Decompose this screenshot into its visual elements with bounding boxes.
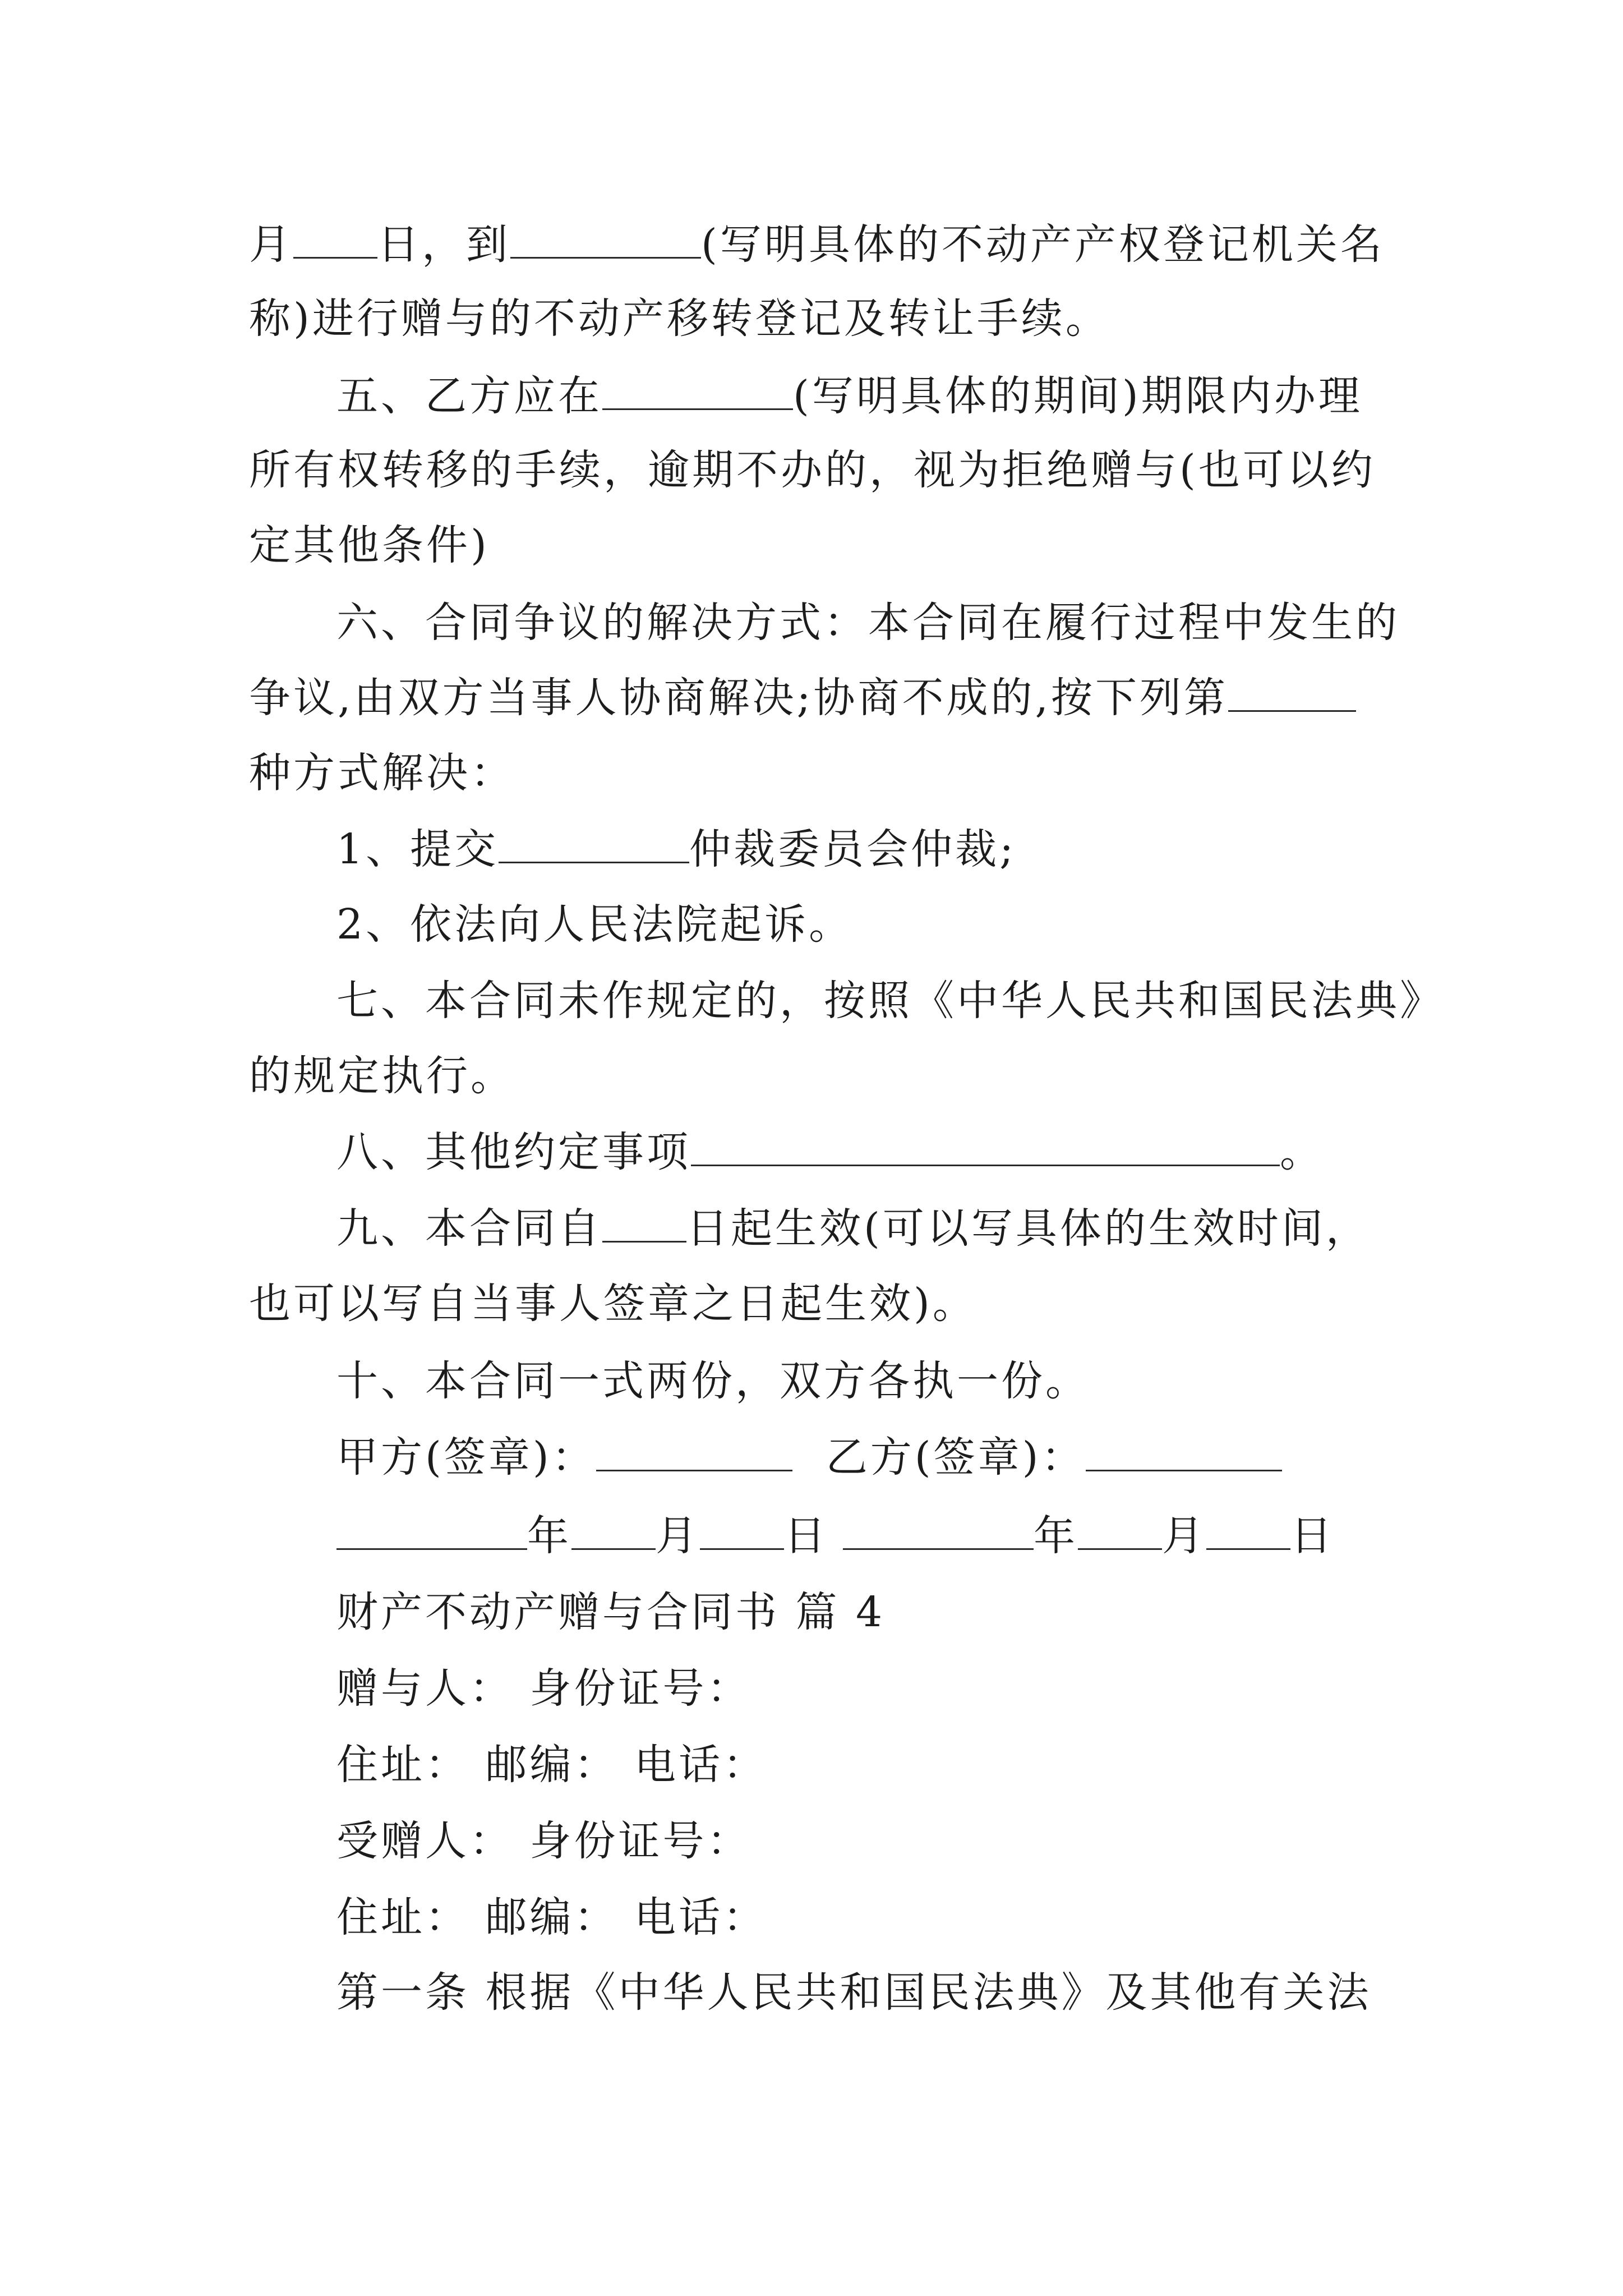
clause-9-line-2: 也可以写自当事人签章之日起生效)。	[249, 1280, 977, 1328]
year-label: 年	[527, 1512, 571, 1560]
fill-blank	[336, 1512, 527, 1550]
text-segment: 争议,由双方当事人协商解决;协商不成的,按下列第	[249, 674, 1228, 722]
fill-blank	[1228, 674, 1356, 712]
day-label: 日	[1290, 1512, 1335, 1560]
party-b-signature-label: 乙方(签章)：	[826, 1433, 1086, 1481]
clause-9-line-1	[336, 1202, 1370, 1255]
text-segment: (写明具体的期间)期限内办理	[793, 372, 1363, 420]
text-segment: 仲裁委员会仲裁;	[689, 825, 1017, 873]
fill-blank	[1078, 1512, 1162, 1550]
donor-address-line: 住址： 邮编： 电话：	[336, 1741, 768, 1789]
donor-line: 赠与人： 身份证号：	[336, 1664, 751, 1713]
donee-line: 受赠人： 身份证号：	[336, 1817, 751, 1865]
day-label: 日	[784, 1512, 828, 1560]
party-a-signature-label: 甲方(签章)：	[336, 1433, 596, 1481]
clause-6-line-1: 六、合同争议的解决方式：本合同在履行过程中发生的	[336, 599, 1400, 647]
clause-6-line-2	[249, 671, 1356, 725]
clause-5-line-3: 定其他条件)	[249, 521, 490, 569]
text-segment: 八、其他约定事项	[336, 1128, 691, 1176]
clause-6-option-2: 2、依法向人民法院起诉。	[336, 900, 854, 949]
fill-blank	[510, 221, 701, 259]
text-segment: (写明具体的不动产产权登记机关名	[701, 220, 1385, 269]
clause-6-option-1	[336, 822, 1016, 876]
fill-blank	[602, 1205, 686, 1243]
clause-5-line-1	[336, 369, 1363, 423]
clause-5-line-2: 所有权转移的手续，逾期不办的，视为拒绝赠与(也可以约	[249, 446, 1376, 494]
fill-blank	[691, 1129, 1280, 1166]
fill-blank	[700, 1512, 784, 1550]
fill-blank	[602, 372, 793, 410]
clause-7-line-1: 七、本合同未作规定的，按照《中华人民共和国民法典》	[336, 977, 1444, 1025]
fill-blank	[293, 221, 377, 259]
donee-address-line: 住址： 邮编： 电话：	[336, 1893, 768, 1941]
month-label: 月	[656, 1512, 700, 1560]
fill-blank	[1206, 1512, 1290, 1550]
clause-6-line-3: 种方式解决：	[249, 749, 515, 797]
fill-blank	[843, 1512, 1034, 1550]
section-heading: 财产不动产赠与合同书 篇 4	[336, 1588, 886, 1636]
article-1-line: 第一条 根据《中华人民共和国民法典》及其他有关法	[336, 1968, 1372, 2017]
text-segment: 日起生效(可以写具体的生效时间，	[686, 1204, 1370, 1253]
clause-10-line: 十、本合同一式两份，双方各执一份。	[336, 1357, 1090, 1405]
paragraph-line-1	[249, 218, 1385, 272]
clause-8-line	[336, 1125, 1324, 1179]
text-segment: 五、乙方应在	[336, 372, 602, 420]
text-segment: 1、提交	[336, 825, 499, 873]
signature-line	[336, 1430, 1282, 1484]
clause-7-line-2: 的规定执行。	[249, 1052, 515, 1100]
year-label: 年	[1034, 1512, 1078, 1560]
fill-blank	[499, 826, 689, 863]
text-segment: 。	[1280, 1128, 1324, 1176]
text-segment: 月	[249, 220, 293, 269]
fill-blank	[571, 1512, 656, 1550]
paragraph-line-2: 称)进行赠与的不动产移转登记及转让手续。	[249, 295, 1110, 343]
text-segment: 九、本合同自	[336, 1204, 602, 1253]
month-label: 月	[1162, 1512, 1206, 1560]
fill-blank	[596, 1434, 792, 1471]
date-line	[336, 1509, 1335, 1563]
text-segment: 日，到	[377, 220, 510, 269]
fill-blank	[1086, 1434, 1282, 1471]
